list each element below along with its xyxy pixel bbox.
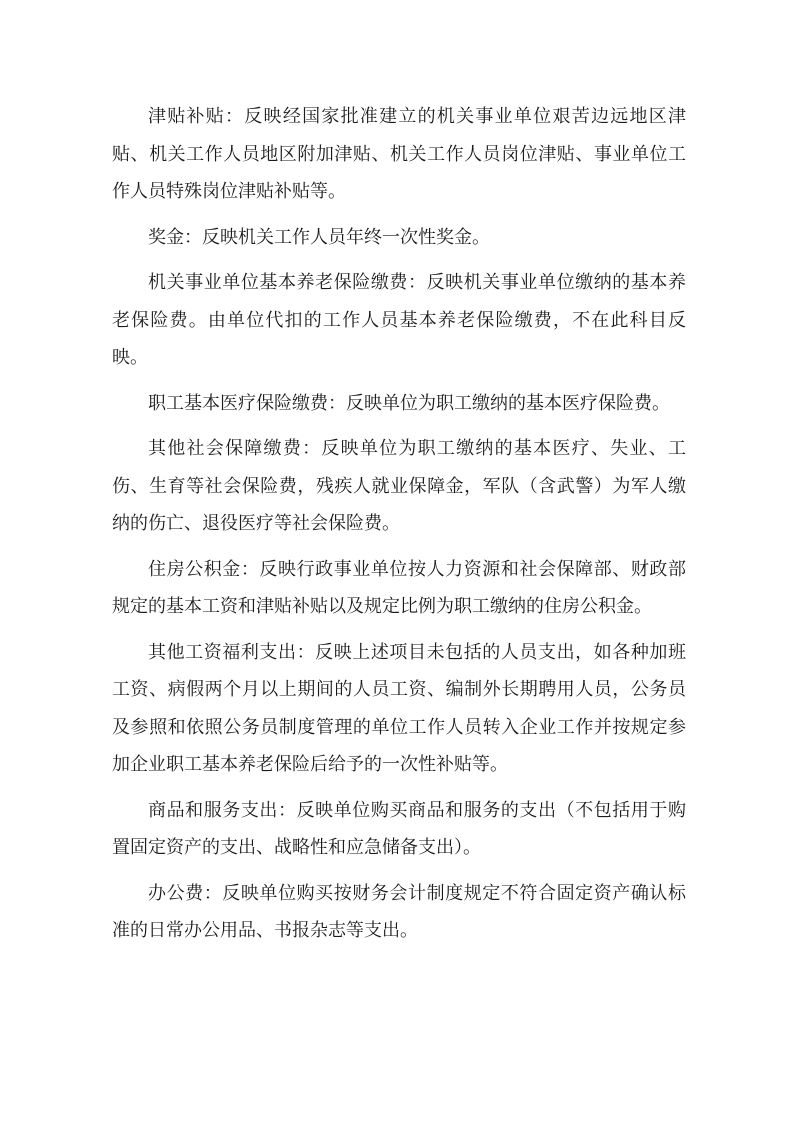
paragraph-allowances: 津贴补贴：反映经国家批准建立的机关事业单位艰苦边远地区津贴、机关工作人员地区附加津贴、机关工作人员岗位津贴、事业单位工作人员特殊岗位津贴补贴等。 bbox=[112, 106, 686, 202]
paragraph-pension-insurance: 机关事业单位基本养老保险缴费：反映机关事业单位缴纳的基本养老保险费。由单位代扣的工作人员基本养老保险缴费，不在此科目反映。 bbox=[112, 272, 686, 368]
paragraph-medical-insurance: 职工基本医疗保险缴费：反映单位为职工缴纳的基本医疗保险费。 bbox=[148, 392, 670, 414]
paragraph-other-welfare: 其他工资福利支出：反映上述项目未包括的人员支出，如各种加班工资、病假两个月以上期间的人员工资、编制外长期聘用人员，公务员及参照和依照公务员制度管理的单位工作人员转入企业工作并按规定参加企业职工基本养老保险后给予的一次性补贴等。 bbox=[112, 641, 686, 775]
paragraph-goods-services: 商品和服务支出：反映单位购买商品和服务的支出（不包括用于购置固定资产的支出、战略性和应急储备支出）。 bbox=[112, 799, 686, 858]
paragraph-bonus: 奖金：反映机关工作人员年终一次性奖金。 bbox=[148, 226, 490, 248]
paragraph-office-expenses: 办公费：反映单位购买按财务会计制度规定不符合固定资产确认标准的日常办公用品、书报杂志等支出。 bbox=[112, 882, 686, 941]
document-body bbox=[112, 98, 686, 958]
paragraph-housing-fund: 住房公积金：反映行政事业单位按人力资源和社会保障部、财政部规定的基本工资和津贴补贴以及规定比例为职工缴纳的住房公积金。 bbox=[112, 558, 686, 617]
paragraph-other-social-security: 其他社会保障缴费：反映单位为职工缴纳的基本医疗、失业、工伤、生育等社会保险费，残疾人就业保障金，军队（含武警）为军人缴纳的伤亡、退役医疗等社会保险费。 bbox=[112, 438, 686, 534]
